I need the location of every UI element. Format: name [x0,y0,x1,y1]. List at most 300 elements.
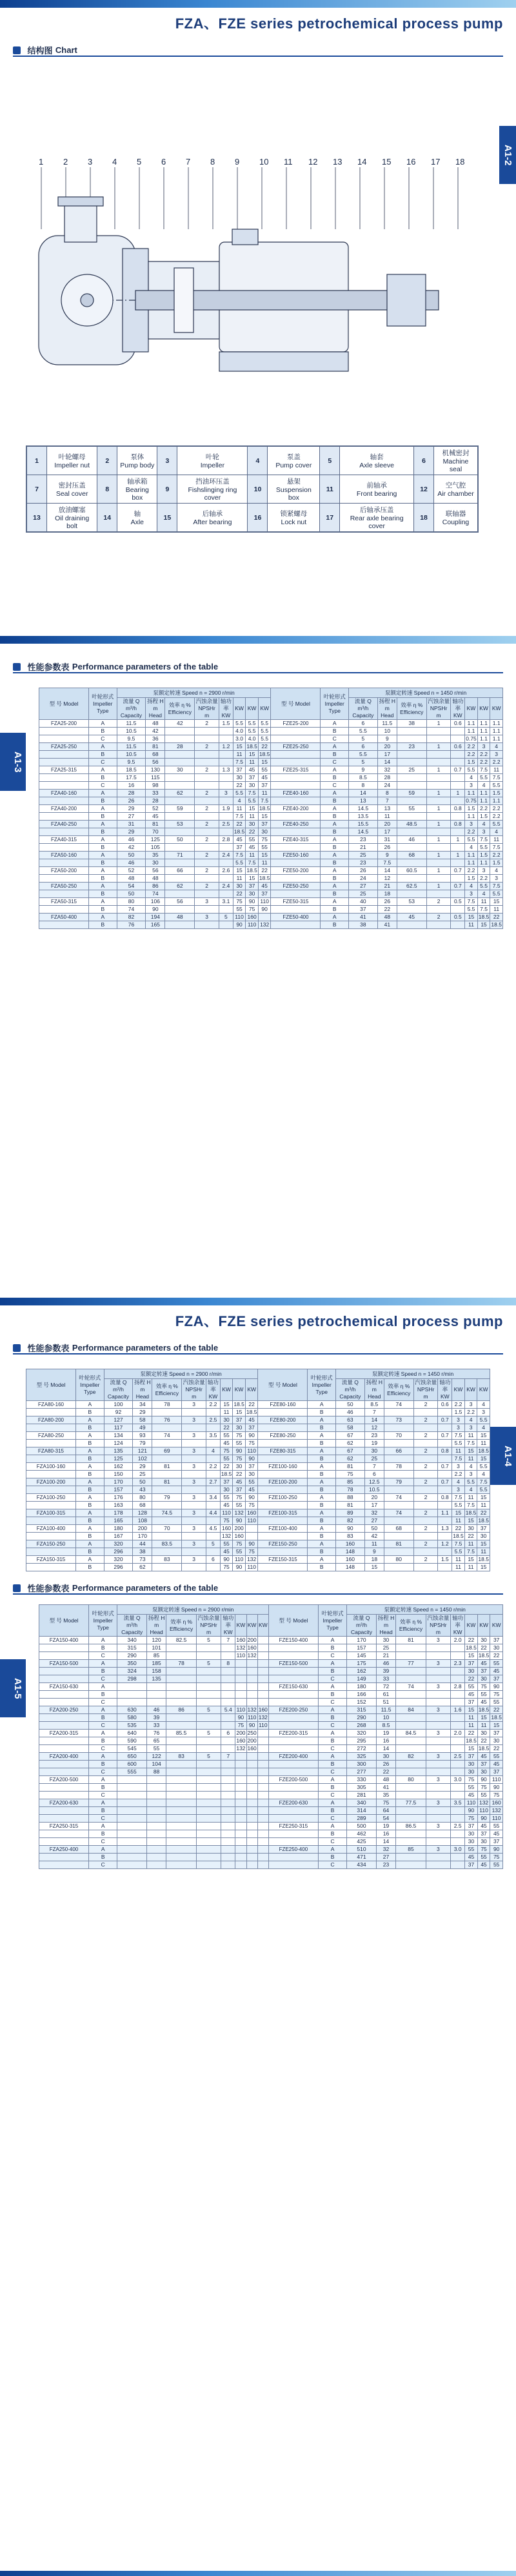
table-cell [117,1838,146,1846]
table-row [39,1815,503,1823]
table-cell [397,859,426,867]
table-cell: 15 [233,1409,246,1416]
table-cell [166,1815,196,1823]
table-cell [195,735,219,743]
table-cell: 55 [490,1823,503,1830]
table-cell [165,759,195,766]
table-cell: 110 [233,1556,246,1564]
table-cell: 13 [377,805,397,813]
table-cell [166,1854,196,1861]
table-cell: 23 [397,743,426,751]
table-cell: B [76,1424,104,1432]
table-cell [451,1745,465,1753]
table-cell: 15 [477,1714,490,1722]
table-cell [257,1652,268,1660]
table-cell: 3 [477,743,490,751]
table-cell [39,1737,89,1745]
table-cell: 7.5 [246,790,259,797]
table-cell [268,1722,318,1730]
part-name-en: Suspension box [275,486,312,502]
table-cell: 2.0 [451,1730,465,1737]
table-cell [39,774,89,782]
table-row [39,844,503,852]
table-cell [165,828,195,836]
table-row [39,821,503,828]
table-cell: 45 [465,1792,478,1799]
table-cell: 4 [452,1478,465,1486]
table-cell [384,1564,413,1571]
part-name-cn: 挡油环压盖 [195,478,230,486]
table-cell [146,1846,166,1854]
table-cell: 2 [195,743,219,751]
table-cell: 124 [104,1440,133,1447]
table-cell: FZA200-400 [39,1753,89,1761]
callout-11: 11 [284,157,293,167]
table-cell [182,1440,206,1447]
table-cell [195,759,219,766]
table-cell: 42 [364,1533,384,1540]
table-cell: 100 [104,1401,133,1409]
table-cell: 17 [377,751,397,759]
table-cell: 15 [477,1494,490,1502]
table-cell: 75 [465,1776,478,1784]
table-cell: 3 [452,1416,465,1424]
table-cell: 4.0 [246,735,259,743]
table-cell: 11 [464,1432,477,1440]
table-cell: 5.5 [465,906,478,914]
table-cell: 1.5 [465,805,478,813]
table-cell [451,1691,465,1699]
table-cell: 7.5 [452,1432,465,1440]
table-cell: 15 [477,1540,490,1548]
part-name-en: Fishslinging ring cover [188,486,237,502]
table-cell [117,1830,146,1838]
table-cell [221,1652,235,1660]
table-cell [258,1455,308,1463]
table-cell: 7.5 [477,906,490,914]
table-cell: 2 [413,1509,438,1517]
table-cell: 7.5 [490,883,503,890]
table-cell [206,1424,221,1432]
table-cell: C [318,1838,346,1846]
table-cell: 55 [220,1455,233,1463]
table-cell: 34 [133,1401,152,1409]
table-cell: 272 [347,1745,376,1753]
table-row [26,1478,490,1486]
table-cell: 0.7 [451,867,465,875]
table-cell [219,859,233,867]
table-cell [166,1668,196,1675]
table-cell: FZA150-250 [26,1540,76,1548]
col-npsh-2: 汽蚀余量 NPSHr m [415,1379,437,1400]
table-cell: A [76,1447,104,1455]
table-cell: 83 [166,1753,196,1761]
table-cell: 110 [258,898,271,906]
table-cell [152,1502,182,1509]
table-cell: 45 [477,1823,490,1830]
table-cell: 350 [117,1660,146,1668]
table-cell: 15 [477,1455,490,1463]
part-number: 2 [97,447,117,475]
table-cell: B [321,890,349,898]
table-cell: 1 [426,766,451,774]
table-cell [196,1861,221,1869]
table-cell: 37 [465,1699,478,1706]
table-cell: 0.7 [438,1463,452,1471]
table-cell: 45 [246,766,259,774]
table-cell: 37 [490,1838,503,1846]
table-cell [426,1652,450,1660]
part-name-en: Impeller [200,462,225,469]
table-cell [396,1675,426,1683]
part-name-cn: 叶轮螺母 [58,453,86,461]
table-cell [195,728,219,735]
table-cell [397,797,426,805]
table-row [39,766,503,774]
table-cell: FZA80-250 [26,1432,76,1440]
table-row [39,852,503,859]
table-cell: 128 [133,1509,152,1517]
table-cell [426,1675,450,1683]
table-cell: 24 [349,875,378,883]
col-eff-2: 效率 η % Efficiency [384,1379,413,1401]
table-cell [271,735,321,743]
callout-9: 9 [235,157,240,167]
table-cell: 55 [246,836,259,844]
table-cell: 157 [104,1486,133,1494]
table-cell [117,1861,146,1869]
table-cell: 77.5 [396,1799,426,1807]
col-kw-3: KW [245,1379,258,1401]
table-cell: 3 [465,890,478,898]
table-cell: FZE150-400 [268,1637,318,1644]
table-cell: A [89,821,117,828]
section-square-icon [13,663,21,671]
table-cell: 90 [245,1494,258,1502]
col-kw-5: KW [477,1615,490,1637]
table-cell [152,1455,182,1463]
table-row [39,867,503,875]
table-cell: 170 [104,1478,133,1486]
table-cell [268,1861,318,1869]
table-cell: C [318,1722,346,1730]
table-cell: B [321,751,349,759]
table-cell [221,1644,235,1652]
table-cell: 37 [349,906,378,914]
part-number: 8 [97,475,117,504]
table-cell: 75 [245,1440,258,1447]
table-cell: 163 [104,1502,133,1509]
table-cell: B [89,828,117,836]
table-cell: 200 [247,1637,257,1643]
col-flow-2: 流量 Q m³/h Capacity [336,1379,365,1401]
table-cell: 55 [220,1540,233,1548]
table-cell: 5 [196,1637,221,1644]
table-cell: 22 [377,906,397,914]
table-cell: 12 [377,875,397,883]
table-row [26,1556,490,1564]
table-cell [426,1854,450,1861]
page-performance-2 [0,1298,516,2576]
table-cell [451,728,465,735]
table-cell: B [76,1548,104,1556]
table-cell [451,844,465,852]
table-cell: FZA100-315 [26,1509,76,1517]
table-cell [426,875,451,883]
table-cell: A [89,743,117,751]
table-cell: 15 [246,875,259,883]
table-cell: 74 [384,1509,413,1517]
table-cell [268,1652,318,1660]
table-cell: 37 [258,890,271,898]
table-cell [384,1409,413,1416]
table-cell [219,813,233,821]
table-cell: A [308,1478,336,1486]
table-cell [246,1830,257,1838]
table-cell: 0.8 [438,1447,452,1455]
table-cell: 62 [165,883,195,890]
table-cell [182,1409,206,1416]
table-cell: 268 [347,1722,376,1730]
table-cell: 15 [233,867,246,875]
table-cell: 13 [349,797,378,805]
table-cell: 83.5 [152,1540,182,1548]
table-cell [221,1854,235,1861]
table-cell: 110 [236,1706,246,1713]
table-cell: 37 [258,821,271,828]
part-name [268,447,320,475]
table-cell [117,1699,146,1706]
table-cell: 72 [376,1683,396,1691]
table-cell: 8 [349,782,378,790]
table-cell: 55 [477,1691,490,1699]
table-cell: 45 [233,1478,246,1486]
table-cell: 14.5 [349,828,378,836]
table-cell: 0.7 [451,766,465,774]
table-cell: FZE100-250 [258,1494,308,1502]
table-cell: 5.5 [477,774,490,782]
table-cell: 90 [490,1784,503,1792]
page-performance-1 [0,636,516,1291]
table-cell: 85 [336,1478,365,1486]
part-name [117,475,157,504]
table-cell: 11 [490,836,503,844]
table-cell [451,813,465,821]
part-name-cn: 轴承箱 [127,478,148,486]
table-cell: 18.5 [117,766,146,774]
table-cell [196,1815,221,1823]
table-cell [397,875,426,883]
table-cell: 37 [477,1668,490,1675]
table-cell: 45 [220,1440,233,1447]
table-cell [206,1409,221,1416]
table-cell [195,875,219,883]
table-cell: 3.1 [219,898,233,906]
part-number: 6 [414,447,434,475]
table-cell: 22 [465,1675,478,1683]
table-cell: 9.5 [117,735,146,743]
table-cell: 296 [104,1548,133,1556]
table-cell: 160 [236,1737,246,1744]
table-cell [397,782,426,790]
table-cell: FZE50-315 [271,898,321,906]
table-cell: 37 [465,1660,478,1668]
table-row [39,1745,503,1753]
table-cell: 81 [396,1637,426,1644]
table-cell: FZE50-400 [271,914,321,921]
table-cell: B [89,813,117,821]
table-cell: 2.8 [451,1683,465,1691]
col-npsh: 汽蚀余量 NPSHr m [195,698,218,719]
table-cell: 62 [336,1440,365,1447]
callout-7: 7 [186,157,191,167]
part-name [117,504,157,532]
table-cell: B [89,728,117,735]
callout-2: 2 [63,157,68,167]
table-cell: 4 [477,890,490,898]
table-cell: 37 [220,1478,233,1486]
table-cell: 3 [182,1478,206,1486]
table-cell: 15 [258,813,271,821]
table-cell [117,1691,146,1699]
col-head-2: 扬程 H m Head [364,1379,384,1401]
part-name-cn: 密封压盖 [58,482,86,489]
table-cell: 121 [133,1447,152,1455]
table-cell [221,1668,235,1675]
table-cell: 1 [426,743,451,751]
table-cell: 25 [397,766,426,774]
table-cell [257,1761,268,1768]
table-cell [451,759,465,766]
table-cell [426,1861,450,1869]
table-cell: FZA80-315 [26,1447,76,1455]
table-cell: B [76,1502,104,1509]
table-cell [166,1737,196,1745]
table-row [26,1486,490,1494]
table-cell: A [321,821,349,828]
table-cell: 22 [245,1401,258,1409]
table-cell: C [89,759,117,766]
table-cell: 2.4 [219,883,233,890]
table-cell: 11 [490,766,503,774]
table-cell: 82 [117,914,146,921]
table-cell: 25 [376,1644,396,1652]
table-cell: 22 [452,1525,465,1533]
table-cell: 37 [246,774,259,782]
table-cell: 18.5 [478,914,490,920]
table-cell [166,1768,196,1776]
speed-2900-header: 泵额定转速 Speed n = 2900 r/min [117,1605,269,1615]
table-cell: B [318,1854,346,1861]
section-title-cn: 性能参数表 [27,1344,70,1353]
table-cell [196,1768,221,1776]
table-cell: 15 [465,1706,478,1714]
col-kw-1: KW [220,1379,233,1401]
table-cell [426,921,451,929]
table-cell [146,1691,166,1699]
table-cell: A [318,1730,346,1737]
speed-1450-header: 泵额定转速 Speed n = 1450 r/min [347,1605,503,1615]
table-row [26,1409,490,1416]
table-cell: 90 [490,1846,503,1854]
table-cell: 15 [477,1432,490,1440]
table-cell [221,1830,235,1838]
table-cell [196,1838,221,1846]
table-cell: 14 [364,1416,384,1424]
table-cell [271,782,321,790]
table-cell: FZA150-630 [39,1683,89,1691]
table-cell: B [321,875,349,883]
table-cell: 2.2 [490,852,503,859]
table-cell: 86.5 [396,1823,426,1830]
table-cell: 320 [104,1556,133,1564]
table-cell: 325 [347,1753,376,1761]
table-cell: 22 [220,1463,233,1471]
table-cell: 75 [465,1815,478,1823]
part-name-cn: 空气腔 [445,482,466,489]
table-cell: B [76,1564,104,1571]
table-cell: 0.7 [451,883,465,890]
table-cell: 30 [490,1737,503,1745]
table-cell: 5 [349,735,378,743]
table-cell [195,797,219,805]
table-cell: FZE150-630 [268,1683,318,1691]
table-cell: 4 [477,782,490,790]
table-cell: A [318,1683,346,1691]
table-cell: B [89,797,117,805]
table-cell: 45 [490,1830,503,1838]
table-cell [117,1815,146,1823]
table-cell [268,1768,318,1776]
part-name-cn: 叶轮 [205,453,219,461]
table-cell: 0.8 [451,821,465,828]
col-eff-2: 效率 η % Efficiency [397,698,426,720]
table-cell: A [89,898,117,906]
table-cell: 75 [258,836,271,844]
table-cell: 7.5 [464,1548,477,1556]
part-name-cn: 锁紧螺母 [280,510,308,518]
table-cell [451,1838,465,1846]
part-name-en: Coupling [442,518,470,526]
table-cell: 132 [236,1644,246,1651]
table-cell [235,1861,246,1869]
table-cell: B [76,1455,104,1463]
table-cell: 89 [336,1509,365,1517]
table-cell: B [89,1691,117,1699]
table-cell: 74 [396,1683,426,1691]
table-cell [219,875,233,883]
table-cell [246,1753,257,1761]
table-cell: C [318,1861,346,1869]
table-cell [438,1486,452,1494]
table-cell: A [318,1823,346,1830]
table-cell [39,1830,89,1838]
table-cell: 101 [146,1644,166,1652]
table-cell: A [321,914,349,921]
table-cell: 545 [117,1745,146,1753]
callout-12: 12 [308,157,318,167]
table-cell: 5.5 [258,728,271,735]
table-cell: 2 [195,766,219,774]
table-cell [397,828,426,836]
table-cell [39,1691,89,1699]
table-cell: 88 [336,1494,365,1502]
table-cell: 6 [349,743,378,751]
table-cell: 11 [233,875,246,883]
part-name [434,475,478,504]
table-cell [39,1745,89,1753]
table-cell: A [76,1478,104,1486]
